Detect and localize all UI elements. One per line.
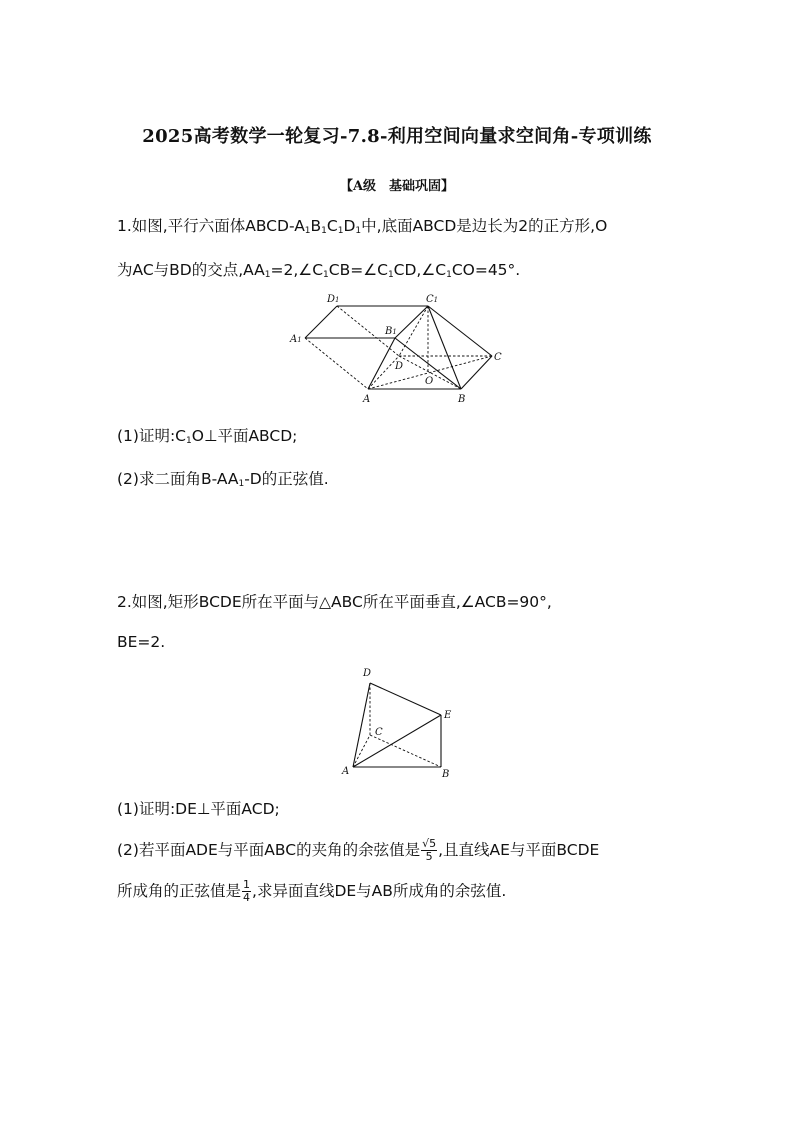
problem1-line2: 为AC与BD的交点$,AA_1=2,\angle C_1CB=\angle C_1CD,\angle C_1CO=45^\circ$. — [117, 261, 521, 280]
label-B: B — [442, 769, 450, 780]
fraction-1-over-4: $\frac{1}{4}$ — [243, 878, 251, 904]
section-heading: 【A级 基础巩固】 — [339, 179, 455, 194]
problem2-question2-line2: 所成角的正弦值是 $\frac{1}{4}$ ,求异面直线DE与AB所成角的余弦值. — [117, 878, 507, 904]
label-A: A — [342, 766, 350, 777]
label-E: E — [444, 710, 452, 721]
label-B: B — [458, 394, 466, 405]
label-O: O — [425, 376, 434, 387]
label-D: D — [363, 668, 372, 679]
label-D1: D1 — [327, 294, 340, 305]
label-C: C — [494, 352, 502, 363]
problem2-question1: (1)证明:DE⊥平面ACD; — [117, 800, 280, 818]
label-C: C — [375, 727, 383, 738]
label-C1: C1 — [426, 294, 439, 305]
fraction-sqrt5-over-5: $\frac{√5}{5}$ — [422, 837, 437, 863]
label-A1: A1 — [290, 334, 302, 345]
problem2-question2-line1: (2)若平面ADE与平面ABC的夹角的余弦值是 $\frac{√5}{5}$ ,且直线AE与平面BCDE — [117, 837, 600, 863]
label-D: D — [395, 361, 404, 372]
problem1-line1: 1.如图,平行六面体ABCD-$A_1B_1C_1D_1$中,底面ABCD是边长为2的正方形,O — [117, 217, 608, 236]
rectangle-triangle-figure — [330, 660, 470, 785]
problem1-question1: (1)证明$:C_1O\perp$平面ABCD; — [117, 427, 298, 446]
problem2-line2: BE=2. — [117, 633, 166, 651]
problem1-question2: (2)求二面角$B-AA_1-D$的正弦值. — [117, 470, 329, 489]
label-B1: B1 — [385, 326, 397, 337]
page-title: 2025高考数学一轮复习-7.8-利用空间向量求空间角-专项训练 — [142, 126, 652, 147]
parallelepiped-figure — [285, 290, 515, 410]
problem2-line1: 2.如图,矩形BCDE所在平面与△ABC所在平面垂直,∠ACB=90°, — [117, 593, 552, 611]
label-A: A — [363, 394, 371, 405]
